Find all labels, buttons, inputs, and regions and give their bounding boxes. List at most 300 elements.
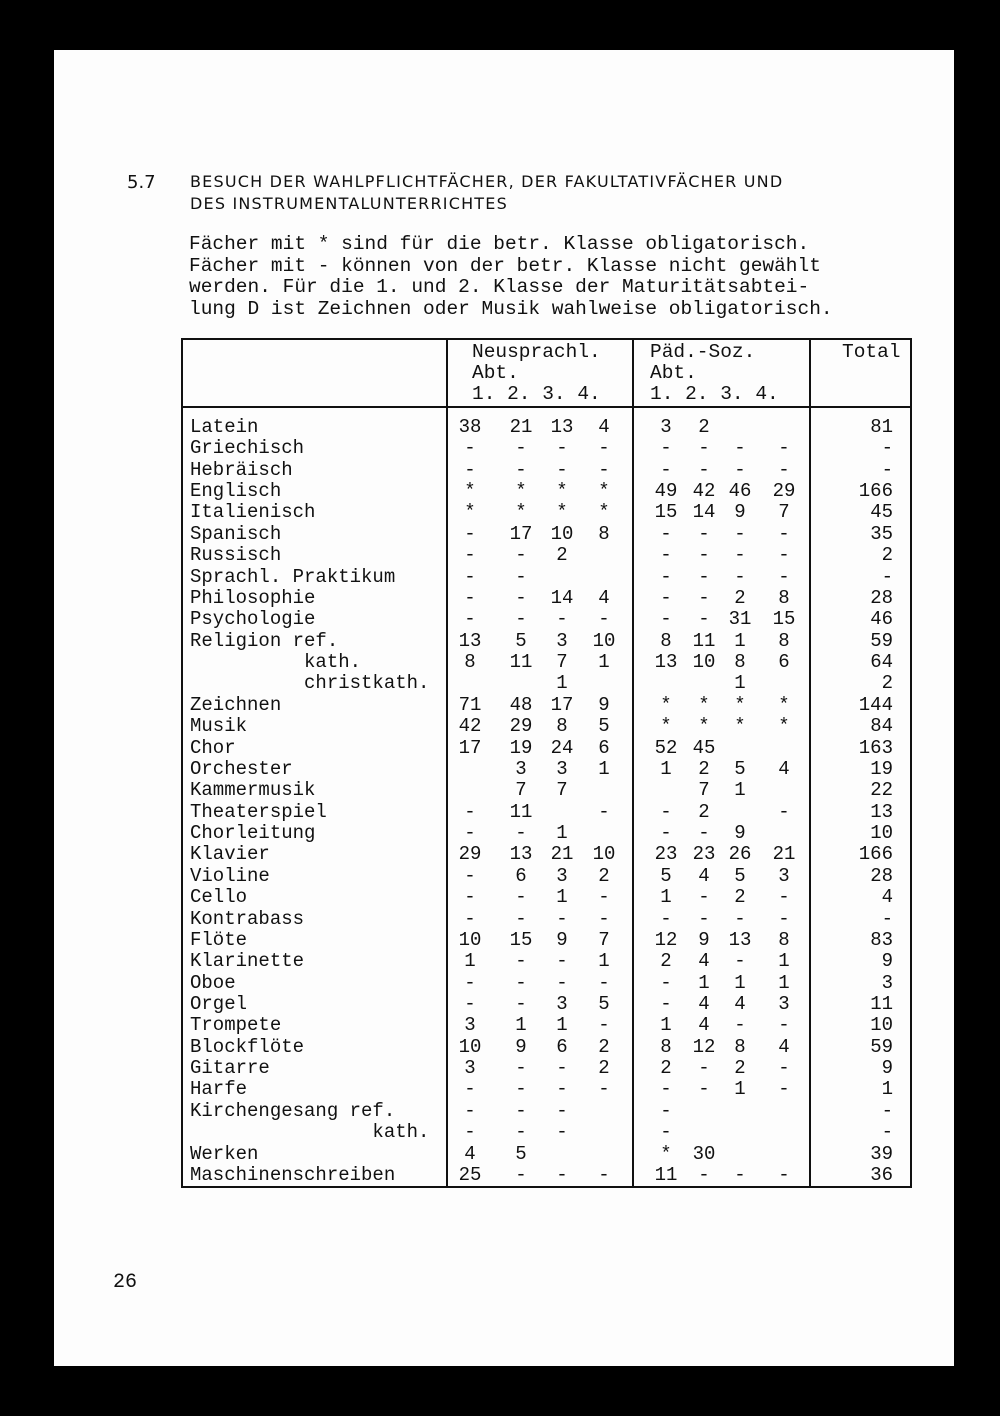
row-label: Violine: [190, 864, 270, 887]
paed-soz-class-1-cell: -: [660, 544, 672, 567]
paed-soz-class-2-cell: 11: [692, 629, 716, 652]
paed-soz-class-2-cell: -: [698, 822, 710, 845]
neusprachl-class-2-cell: -: [515, 1121, 527, 1144]
neusprachl-class-1-cell: -: [464, 437, 476, 460]
paed-soz-class-4-cell: 8: [778, 586, 790, 609]
paed-soz-class-2-cell: 9: [698, 928, 710, 951]
paed-soz-class-4-cell: 7: [778, 501, 790, 524]
row-label: Russisch: [190, 544, 282, 567]
neusprachl-class-1-cell: -: [464, 1121, 476, 1144]
neusprachl-class-3-cell: -: [556, 1099, 568, 1122]
row-label: Philosophie: [190, 586, 316, 609]
row-label: Italienisch: [190, 501, 316, 524]
paed-soz-class-1-cell: -: [660, 437, 672, 460]
paed-soz-class-2-cell: *: [698, 693, 710, 716]
neusprachl-class-1-cell: -: [464, 1078, 476, 1101]
row-label: Cello: [190, 886, 248, 909]
total-cell: 19: [870, 757, 893, 780]
neusprachl-class-4-cell: 2: [598, 864, 610, 887]
row-label: Harfe: [190, 1078, 248, 1101]
paed-soz-class-3-cell: -: [734, 1014, 746, 1037]
neusprachl-class-1-cell: -: [464, 522, 476, 545]
paed-soz-class-2-cell: 30: [692, 1142, 716, 1165]
paed-soz-class-1-cell: -: [660, 822, 672, 845]
total-cell: 13: [870, 800, 893, 823]
paed-soz-class-1-cell: 2: [660, 1057, 672, 1080]
neusprachl-class-1-cell: 3: [464, 1014, 476, 1037]
paed-soz-class-3-cell: -: [734, 565, 746, 588]
paed-soz-class-1-cell: *: [660, 715, 672, 738]
column-divider: [446, 338, 448, 1188]
neusprachl-class-4-cell: -: [598, 1014, 610, 1037]
column-divider: [632, 338, 634, 1188]
neusprachl-class-4-cell: 5: [598, 715, 610, 738]
neusprachl-class-1-cell: -: [464, 458, 476, 481]
neusprachl-class-4-cell: *: [598, 501, 610, 524]
header-group2-line3: 1. 2. 3. 4.: [650, 383, 779, 405]
total-cell: 81: [870, 416, 893, 438]
paed-soz-class-2-cell: -: [698, 565, 710, 588]
row-label: Blockflöte: [190, 1035, 305, 1058]
neusprachl-class-3-cell: -: [556, 458, 568, 481]
neusprachl-class-3-cell: -: [556, 1078, 568, 1101]
neusprachl-class-2-cell: -: [515, 822, 527, 845]
row-label: Orchester: [190, 757, 293, 780]
neusprachl-class-2-cell: 11: [509, 800, 533, 823]
total-cell: 28: [870, 586, 893, 609]
paed-soz-class-2-cell: -: [698, 458, 710, 481]
neusprachl-class-1-cell: 17: [458, 736, 482, 759]
paed-soz-class-4-cell: -: [778, 800, 790, 823]
paed-soz-class-2-cell: 23: [692, 843, 716, 866]
neusprachl-class-4-cell: 9: [598, 693, 610, 716]
paed-soz-class-2-cell: 12: [692, 1035, 716, 1058]
paed-soz-class-4-cell: 29: [772, 480, 796, 503]
total-cell: 166: [858, 843, 893, 866]
header-group1-line2: Abt.: [472, 362, 519, 384]
paed-soz-class-1-cell: *: [660, 1142, 672, 1165]
paed-soz-class-2-cell: -: [698, 522, 710, 545]
paed-soz-class-3-cell: 31: [728, 608, 752, 631]
neusprachl-class-3-cell: 7: [556, 651, 568, 674]
neusprachl-class-2-cell: 9: [515, 1035, 527, 1058]
neusprachl-class-4-cell: 4: [598, 586, 610, 609]
neusprachl-class-4-cell: 8: [598, 522, 610, 545]
paed-soz-class-3-cell: 1: [734, 629, 746, 652]
row-label: Kontrabass: [190, 907, 305, 930]
neusprachl-class-2-cell: 5: [515, 1142, 527, 1165]
row-label: Gitarre: [190, 1057, 270, 1080]
paed-soz-class-1-cell: -: [660, 586, 672, 609]
total-cell: 2: [881, 544, 893, 567]
neusprachl-class-4-cell: -: [598, 437, 610, 460]
paed-soz-class-2-cell: 2: [698, 757, 710, 780]
neusprachl-class-2-cell: 5: [515, 629, 527, 652]
paed-soz-class-2-cell: 4: [698, 1014, 710, 1037]
paed-soz-class-1-cell: 12: [654, 928, 678, 951]
paed-soz-class-3-cell: 1: [734, 672, 746, 695]
row-label: Maschinenschreiben: [190, 1163, 396, 1186]
neusprachl-class-2-cell: -: [515, 544, 527, 567]
paed-soz-class-2-cell: -: [698, 907, 710, 930]
neusprachl-class-1-cell: 10: [458, 928, 482, 951]
paed-soz-class-4-cell: -: [778, 437, 790, 460]
paed-soz-class-3-cell: 8: [734, 651, 746, 674]
neusprachl-class-4-cell: -: [598, 886, 610, 909]
paed-soz-class-4-cell: 3: [778, 992, 790, 1015]
neusprachl-class-1-cell: -: [464, 822, 476, 845]
row-label: Sprachl. Praktikum: [190, 565, 396, 588]
paed-soz-class-3-cell: -: [734, 437, 746, 460]
paed-soz-class-4-cell: -: [778, 1057, 790, 1080]
neusprachl-class-2-cell: 13: [509, 843, 533, 866]
paed-soz-class-1-cell: 52: [654, 736, 678, 759]
neusprachl-class-3-cell: -: [556, 950, 568, 973]
neusprachl-class-3-cell: 13: [550, 416, 574, 438]
paed-soz-class-4-cell: *: [778, 693, 790, 716]
neusprachl-class-1-cell: *: [464, 501, 476, 524]
total-cell: 22: [870, 779, 893, 802]
paed-soz-class-1-cell: *: [660, 693, 672, 716]
total-cell: 166: [858, 480, 893, 503]
paed-soz-class-1-cell: 3: [660, 416, 672, 438]
header-rule: [181, 406, 912, 408]
paed-soz-class-4-cell: 8: [778, 629, 790, 652]
paed-soz-class-4-cell: -: [778, 1163, 790, 1186]
paed-soz-class-4-cell: 6: [778, 651, 790, 674]
row-label: kath.: [190, 651, 362, 674]
neusprachl-class-4-cell: -: [598, 608, 610, 631]
paed-soz-class-1-cell: 23: [654, 843, 678, 866]
paed-soz-class-3-cell: 2: [734, 886, 746, 909]
neusprachl-class-2-cell: 48: [509, 693, 533, 716]
neusprachl-class-1-cell: 25: [458, 1163, 482, 1186]
neusprachl-class-4-cell: 6: [598, 736, 610, 759]
paed-soz-class-1-cell: -: [660, 1121, 672, 1144]
paed-soz-class-2-cell: -: [698, 886, 710, 909]
paed-soz-class-2-cell: 42: [692, 480, 716, 503]
paed-soz-class-1-cell: -: [660, 800, 672, 823]
paed-soz-class-4-cell: 1: [778, 950, 790, 973]
row-label: Musik: [190, 715, 248, 738]
neusprachl-class-1-cell: -: [464, 971, 476, 994]
neusprachl-class-3-cell: 2: [556, 544, 568, 567]
neusprachl-class-2-cell: 6: [515, 864, 527, 887]
paed-soz-class-2-cell: 14: [692, 501, 716, 524]
paed-soz-class-2-cell: -: [698, 544, 710, 567]
total-cell: 163: [858, 736, 893, 759]
total-cell: 39: [870, 1142, 893, 1165]
neusprachl-class-3-cell: -: [556, 907, 568, 930]
paed-soz-class-4-cell: 4: [778, 757, 790, 780]
paed-soz-class-3-cell: *: [734, 693, 746, 716]
neusprachl-class-1-cell: 1: [464, 950, 476, 973]
row-label: Kammermusik: [190, 779, 316, 802]
neusprachl-class-4-cell: -: [598, 1163, 610, 1186]
paed-soz-class-3-cell: 2: [734, 586, 746, 609]
total-cell: 2: [881, 672, 893, 695]
total-cell: 45: [870, 501, 893, 524]
neusprachl-class-2-cell: 3: [515, 757, 527, 780]
total-cell: -: [881, 907, 893, 930]
total-cell: 3: [881, 971, 893, 994]
row-label: Spanisch: [190, 522, 282, 545]
row-label: Chor: [190, 736, 236, 759]
paed-soz-class-1-cell: 8: [660, 1035, 672, 1058]
neusprachl-class-2-cell: 11: [509, 651, 533, 674]
neusprachl-class-2-cell: -: [515, 586, 527, 609]
neusprachl-class-3-cell: 3: [556, 757, 568, 780]
intro-line-3: werden. Für die 1. und 2. Klasse der Maturitätsabtei-: [189, 276, 810, 298]
paed-soz-class-1-cell: -: [660, 565, 672, 588]
paed-soz-class-4-cell: -: [778, 886, 790, 909]
row-label: Zeichnen: [190, 693, 282, 716]
neusprachl-class-2-cell: -: [515, 458, 527, 481]
neusprachl-class-3-cell: 24: [550, 736, 574, 759]
neusprachl-class-4-cell: 10: [592, 843, 616, 866]
row-label: Chorleitung: [190, 822, 316, 845]
paed-soz-class-4-cell: -: [778, 458, 790, 481]
neusprachl-class-2-cell: -: [515, 907, 527, 930]
paed-soz-class-2-cell: *: [698, 715, 710, 738]
paed-soz-class-3-cell: 5: [734, 757, 746, 780]
total-cell: 59: [870, 1035, 893, 1058]
paed-soz-class-3-cell: -: [734, 1163, 746, 1186]
neusprachl-class-4-cell: -: [598, 800, 610, 823]
row-label: Psychologie: [190, 608, 316, 631]
paed-soz-class-3-cell: 8: [734, 1035, 746, 1058]
neusprachl-class-3-cell: -: [556, 1163, 568, 1186]
total-cell: 35: [870, 522, 893, 545]
intro-line-2: Fächer mit - können von der betr. Klasse nicht gewählt: [189, 255, 821, 277]
paed-soz-class-2-cell: -: [698, 1078, 710, 1101]
neusprachl-class-2-cell: *: [515, 480, 527, 503]
total-cell: 4: [881, 886, 893, 909]
neusprachl-class-1-cell: 38: [458, 416, 482, 438]
paed-soz-class-2-cell: 4: [698, 992, 710, 1015]
paed-soz-class-2-cell: -: [698, 608, 710, 631]
neusprachl-class-1-cell: -: [464, 864, 476, 887]
neusprachl-class-3-cell: -: [556, 437, 568, 460]
neusprachl-class-3-cell: 3: [556, 629, 568, 652]
neusprachl-class-2-cell: 17: [509, 522, 533, 545]
paed-soz-class-1-cell: 1: [660, 886, 672, 909]
neusprachl-class-3-cell: 6: [556, 1035, 568, 1058]
neusprachl-class-1-cell: *: [464, 480, 476, 503]
neusprachl-class-2-cell: -: [515, 1163, 527, 1186]
total-cell: -: [881, 1099, 893, 1122]
neusprachl-class-2-cell: -: [515, 565, 527, 588]
paed-soz-class-1-cell: 8: [660, 629, 672, 652]
paed-soz-class-3-cell: 9: [734, 822, 746, 845]
intro-line-4: lung D ist Zeichnen oder Musik wahlweise obligatorisch.: [189, 298, 833, 320]
neusprachl-class-3-cell: 10: [550, 522, 574, 545]
paed-soz-class-3-cell: 26: [728, 843, 752, 866]
neusprachl-class-4-cell: 10: [592, 629, 616, 652]
neusprachl-class-3-cell: 21: [550, 843, 574, 866]
paed-soz-class-2-cell: -: [698, 1163, 710, 1186]
neusprachl-class-4-cell: -: [598, 458, 610, 481]
paed-soz-class-2-cell: -: [698, 586, 710, 609]
total-cell: 84: [870, 715, 893, 738]
neusprachl-class-1-cell: 13: [458, 629, 482, 652]
paed-soz-class-4-cell: *: [778, 715, 790, 738]
paed-soz-class-3-cell: 1: [734, 779, 746, 802]
neusprachl-class-2-cell: 15: [509, 928, 533, 951]
neusprachl-class-4-cell: -: [598, 907, 610, 930]
neusprachl-class-1-cell: -: [464, 1099, 476, 1122]
neusprachl-class-3-cell: -: [556, 1121, 568, 1144]
neusprachl-class-3-cell: 8: [556, 715, 568, 738]
neusprachl-class-2-cell: -: [515, 886, 527, 909]
neusprachl-class-2-cell: -: [515, 950, 527, 973]
neusprachl-class-4-cell: *: [598, 480, 610, 503]
neusprachl-class-2-cell: 1: [515, 1014, 527, 1037]
neusprachl-class-4-cell: 2: [598, 1035, 610, 1058]
paed-soz-class-4-cell: -: [778, 544, 790, 567]
neusprachl-class-2-cell: 19: [509, 736, 533, 759]
neusprachl-class-2-cell: 21: [509, 416, 533, 438]
total-cell: 10: [870, 1014, 893, 1037]
row-label: Klarinette: [190, 950, 305, 973]
total-cell: -: [881, 458, 893, 481]
neusprachl-class-2-cell: -: [515, 608, 527, 631]
paed-soz-class-3-cell: 2: [734, 1057, 746, 1080]
paed-soz-class-1-cell: 1: [660, 757, 672, 780]
total-cell: 1: [881, 1078, 893, 1101]
paed-soz-class-4-cell: -: [778, 522, 790, 545]
total-cell: 64: [870, 651, 893, 674]
paed-soz-class-1-cell: -: [660, 1078, 672, 1101]
paed-soz-class-1-cell: 49: [654, 480, 678, 503]
total-cell: -: [881, 1121, 893, 1144]
neusprachl-class-4-cell: 1: [598, 651, 610, 674]
row-label: kath.: [190, 1121, 430, 1144]
total-cell: -: [881, 565, 893, 588]
neusprachl-class-3-cell: 17: [550, 693, 574, 716]
paed-soz-class-4-cell: -: [778, 1078, 790, 1101]
column-divider: [809, 338, 811, 1188]
neusprachl-class-4-cell: -: [598, 1078, 610, 1101]
neusprachl-class-3-cell: 9: [556, 928, 568, 951]
neusprachl-class-1-cell: 3: [464, 1057, 476, 1080]
paed-soz-class-3-cell: -: [734, 522, 746, 545]
section-title-line-1: BESUCH DER WAHLPFLICHTFÄCHER, DER FAKULTATIVFÄCHER UND: [190, 172, 784, 191]
neusprachl-class-1-cell: -: [464, 800, 476, 823]
total-cell: 28: [870, 864, 893, 887]
paed-soz-class-2-cell: 10: [692, 651, 716, 674]
neusprachl-class-2-cell: 29: [509, 715, 533, 738]
neusprachl-class-1-cell: -: [464, 886, 476, 909]
paed-soz-class-1-cell: -: [660, 608, 672, 631]
paed-soz-class-1-cell: 2: [660, 950, 672, 973]
paed-soz-class-1-cell: 11: [654, 1163, 678, 1186]
paed-soz-class-1-cell: -: [660, 907, 672, 930]
total-cell: 46: [870, 608, 893, 631]
neusprachl-class-1-cell: -: [464, 586, 476, 609]
row-label: Kirchengesang ref.: [190, 1099, 396, 1122]
header-group2-line2: Abt.: [650, 362, 697, 384]
paed-soz-class-3-cell: 9: [734, 501, 746, 524]
neusprachl-class-2-cell: *: [515, 501, 527, 524]
neusprachl-class-1-cell: 29: [458, 843, 482, 866]
neusprachl-class-3-cell: 7: [556, 779, 568, 802]
neusprachl-class-3-cell: *: [556, 480, 568, 503]
neusprachl-class-4-cell: 2: [598, 1057, 610, 1080]
paed-soz-class-1-cell: 13: [654, 651, 678, 674]
paed-soz-class-4-cell: 4: [778, 1035, 790, 1058]
paed-soz-class-4-cell: -: [778, 565, 790, 588]
neusprachl-class-3-cell: -: [556, 608, 568, 631]
paed-soz-class-3-cell: 1: [734, 1078, 746, 1101]
neusprachl-class-1-cell: 42: [458, 715, 482, 738]
neusprachl-class-2-cell: -: [515, 1057, 527, 1080]
paed-soz-class-4-cell: -: [778, 907, 790, 930]
neusprachl-class-2-cell: -: [515, 1099, 527, 1122]
row-label: Latein: [190, 416, 259, 438]
neusprachl-class-3-cell: 1: [556, 886, 568, 909]
total-cell: 11: [870, 992, 893, 1015]
paed-soz-class-3-cell: -: [734, 458, 746, 481]
row-label: christkath.: [190, 672, 430, 695]
neusprachl-class-3-cell: 3: [556, 864, 568, 887]
row-label: Orgel: [190, 992, 248, 1015]
paed-soz-class-3-cell: 5: [734, 864, 746, 887]
row-label: Trompete: [190, 1014, 282, 1037]
neusprachl-class-2-cell: -: [515, 992, 527, 1015]
neusprachl-class-3-cell: -: [556, 971, 568, 994]
neusprachl-class-1-cell: 71: [458, 693, 482, 716]
header-group1-line3: 1. 2. 3. 4.: [472, 383, 601, 405]
paed-soz-class-2-cell: 2: [698, 800, 710, 823]
paed-soz-class-3-cell: -: [734, 544, 746, 567]
neusprachl-class-4-cell: 5: [598, 992, 610, 1015]
neusprachl-class-2-cell: -: [515, 1078, 527, 1101]
paed-soz-class-2-cell: 45: [692, 736, 716, 759]
row-label: Englisch: [190, 480, 282, 503]
row-label: Oboe: [190, 971, 236, 994]
paed-soz-class-4-cell: 3: [778, 864, 790, 887]
row-label: Theaterspiel: [190, 800, 327, 823]
neusprachl-class-1-cell: -: [464, 907, 476, 930]
neusprachl-class-3-cell: 1: [556, 822, 568, 845]
neusprachl-class-3-cell: 14: [550, 586, 574, 609]
total-cell: 9: [881, 950, 893, 973]
paed-soz-class-4-cell: 1: [778, 971, 790, 994]
paed-soz-class-1-cell: -: [660, 522, 672, 545]
neusprachl-class-1-cell: -: [464, 544, 476, 567]
paed-soz-class-4-cell: 21: [772, 843, 796, 866]
total-cell: 10: [870, 822, 893, 845]
paed-soz-class-3-cell: 46: [728, 480, 752, 503]
paed-soz-class-3-cell: -: [734, 950, 746, 973]
neusprachl-class-3-cell: 3: [556, 992, 568, 1015]
neusprachl-class-1-cell: -: [464, 608, 476, 631]
paed-soz-class-4-cell: 15: [772, 608, 796, 631]
neusprachl-class-3-cell: -: [556, 1057, 568, 1080]
paed-soz-class-1-cell: 5: [660, 864, 672, 887]
neusprachl-class-3-cell: 1: [556, 1014, 568, 1037]
row-label: Werken: [190, 1142, 259, 1165]
paed-soz-class-4-cell: -: [778, 1014, 790, 1037]
header-group2-line1: Päd.-Soz.: [650, 341, 756, 363]
row-label: Griechisch: [190, 437, 305, 460]
header-group1-line1: Neusprachl.: [472, 341, 601, 363]
neusprachl-class-4-cell: -: [598, 971, 610, 994]
total-cell: -: [881, 437, 893, 460]
neusprachl-class-4-cell: 1: [598, 757, 610, 780]
section-number: 5.7: [127, 172, 156, 193]
